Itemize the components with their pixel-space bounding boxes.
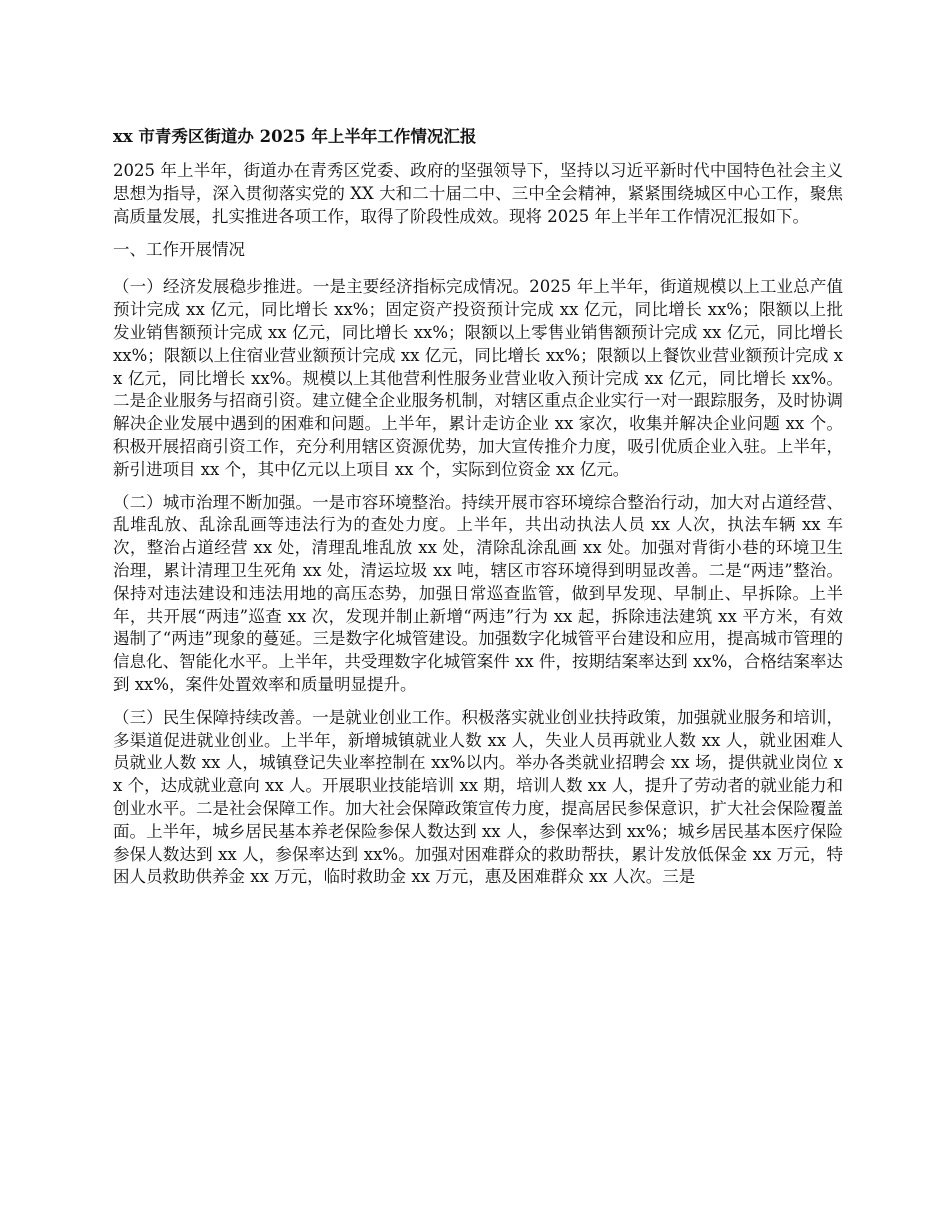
paragraph-livelihood: （三）民生保障持续改善。一是就业创业工作。积极落实就业创业扶持政策，加强就业服务和培训，多渠道促进就业创业。上半年，新增城镇就业人数 xx 人，失业人员再就业人数 xx 人，就业困难人员就业人数 xx 人，城镇登记失业率控制在 xx%以内。举办各类就业招聘会 xx 场，提供就业岗位 xx 个，达成就业意向 xx 人。开展职业技能培训 xx 期，培训人数 xx 人，提升了劳动者的就业能力和创业水平。二是社会保障工作。加大社会保障政策宣传力度，提高居民参保意识，扩大社会保险覆盖面。上半年，城乡居民基本养老保险参保人数达到 xx 人，参保率达到 xx%；城乡居民基本医疗保险参保人数达到 xx 人，参保率达到 xx%。加强对困难群众的救助帮扶，累计发放低保金 xx 万元，特困人员救助供养金 xx 万元，临时救助金 xx 万元，惠及困难群众 xx 人次。三是 [113, 707, 843, 887]
intro-paragraph: 2025 年上半年，街道办在青秀区党委、政府的坚强领导下，坚持以习近平新时代中国特色社会主义思想为指导，深入贯彻落实党的 XX 大和二十届二中、三中全会精神，紧紧围绕城区中心工作，聚焦高质量发展，扎实推进各项工作，取得了阶段性成效。现将 2025 年上半年工作情况汇报如下。 [113, 161, 843, 226]
paragraph-economy: （一）经济发展稳步推进。一是主要经济指标完成情况。2025 年上半年，街道规模以上工业总产值预计完成 xx 亿元，同比增长 xx%；固定资产投资预计完成 xx 亿元，同比增长 xx%；限额以上批发业销售额预计完成 xx 亿元，同比增长 xx%；限额以上零售业销售额预计完成 xx 亿元，同比增长 xx%；限额以上住宿业营业额预计完成 xx 亿元，同比增长 xx%；限额以上餐饮业营业额预计完成 xx 亿元，同比增长 xx%。规模以上其他营利性服务业营业收入预计完成 xx 亿元，同比增长 xx%。二是企业服务与招商引资。建立健全企业服务机制，对辖区重点企业实行一对一跟踪服务，及时协调解决企业发展中遇到的困难和问题。上半年，累计走访企业 xx 家次，收集并解决企业问题 xx 个。积极开展招商引资工作，充分利用辖区资源优势，加大宣传推介力度，吸引优质企业入驻。上半年，新引进项目 xx 个，其中亿元以上项目 xx 个，实际到位资金 xx 亿元。 [113, 277, 843, 479]
document-page [113, 124, 843, 899]
paragraph-urban-governance: （二）城市治理不断加强。一是市容环境整治。持续开展市容环境综合整治行动，加大对占道经营、乱堆乱放、乱涂乱画等违法行为的查处力度。上半年，共出动执法人员 xx 人次，执法车辆 xx 车次，整治占道经营 xx 处，清理乱堆乱放 xx 处，清除乱涂乱画 xx 处。加强对背街小巷的环境卫生治理，累计清理卫生死角 xx 处，清运垃圾 xx 吨，辖区市容环境得到明显改善。二是“两违”整治。保持对违法建设和违法用地的高压态势，加强日常巡查监管，做到早发现、早制止、早拆除。上半年，共开展“两违”巡查 xx 次，发现并制止新增“两违”行为 xx 起，拆除违法建筑 xx 平方米，有效遏制了“两违”现象的蔓延。三是数字化城管建设。加强数字化城管平台建设和应用，提高城市管理的信息化、智能化水平。上半年，共受理数字化城管案件 xx 件，按期结案率达到 xx%，合格结案率达到 xx%，案件处置效率和质量明显提升。 [113, 492, 843, 694]
document-title: xx 市青秀区街道办 2025 年上半年工作情况汇报 [113, 127, 477, 146]
section-heading: 一、工作开展情况 [113, 240, 245, 260]
